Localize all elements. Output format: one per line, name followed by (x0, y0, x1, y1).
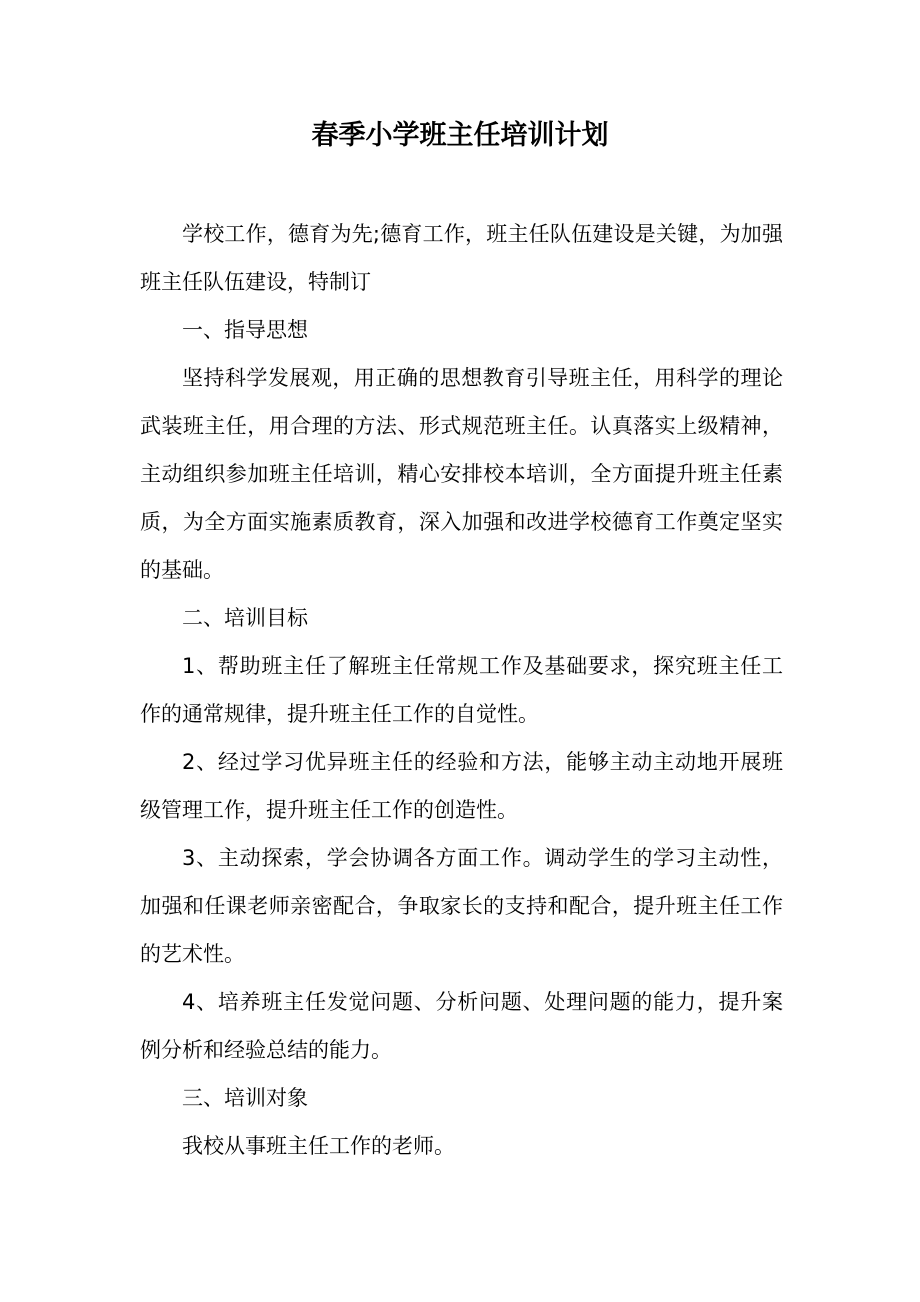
training-goal-item: 4、培养班主任发觉问题、分析问题、处理问题的能力，提升案例分析和经验总结的能力。 (140, 990, 783, 1062)
section-heading-guiding-ideology: 一、指导思想 (182, 318, 308, 342)
training-targets-paragraph: 我校从事班主任工作的老师。 (182, 1134, 455, 1158)
training-goal-item: 1、帮助班主任了解班主任常规工作及基础要求，探究班主任工作的通常规律，提升班主任工作的自觉性。 (140, 654, 783, 726)
section-heading-training-targets: 三、培训对象 (182, 1086, 308, 1110)
guiding-ideology-paragraph: 坚持科学发展观，用正确的思想教育引导班主任，用科学的理论武装班主任，用合理的方法、形式规范班主任。认真落实上级精神，主动组织参加班主任培训，精心安排校本培训，全方面提升班主任素质，为全方面实施素质教育，深入加强和改进学校德育工作奠定坚实的基础。 (140, 366, 783, 582)
training-goal-item: 3、主动探索，学会协调各方面工作。调动学生的学习主动性，加强和任课老师亲密配合，争取家长的支持和配合，提升班主任工作的艺术性。 (140, 846, 783, 966)
section-heading-training-goals: 二、培训目标 (182, 606, 308, 630)
intro-paragraph: 学校工作，德育为先;德育工作，班主任队伍建设是关键，为加强班主任队伍建设，特制订 (140, 222, 783, 294)
document-body (140, 210, 783, 1170)
training-goal-item: 2、经过学习优异班主任的经验和方法，能够主动主动地开展班级管理工作，提升班主任工作的创造性。 (140, 750, 783, 822)
document-title: 春季小学班主任培训计划 (311, 120, 609, 151)
